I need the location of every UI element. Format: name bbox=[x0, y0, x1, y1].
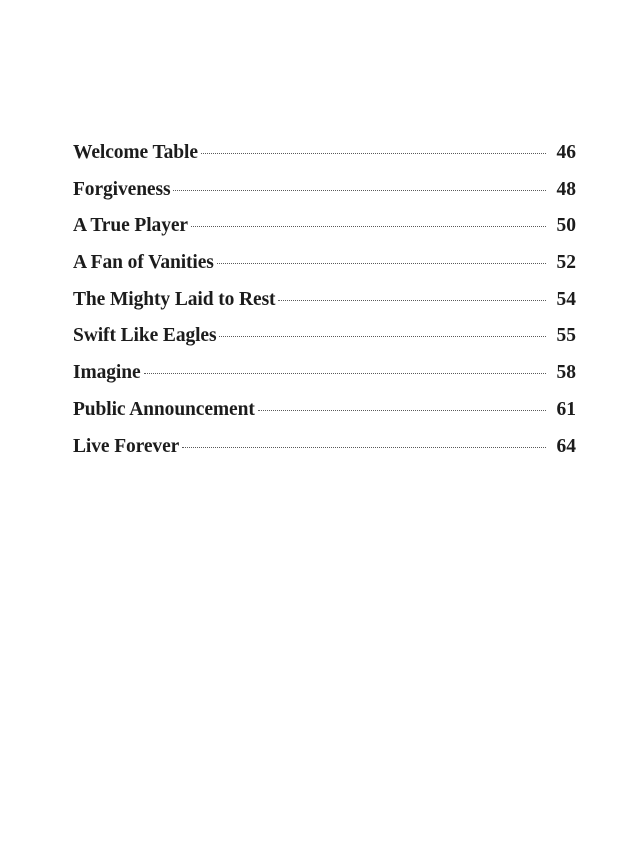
toc-entry-a-fan-of-vanities[interactable] bbox=[73, 248, 576, 285]
dot-leader bbox=[191, 226, 546, 227]
dot-leader bbox=[201, 153, 546, 154]
toc-entry-title: Forgiveness bbox=[73, 178, 171, 200]
dot-leader bbox=[173, 190, 546, 191]
toc-entry-title: Imagine bbox=[73, 362, 141, 384]
toc-entry-page-number: 55 bbox=[556, 325, 576, 347]
toc-entry-page-number: 61 bbox=[556, 398, 576, 420]
toc-entry-title: Swift Like Eagles bbox=[73, 325, 217, 347]
toc-entry-page-number: 54 bbox=[556, 288, 576, 310]
toc-entry-title: Public Announcement bbox=[73, 398, 255, 420]
dot-leader bbox=[182, 447, 546, 448]
table-of-contents bbox=[73, 138, 576, 468]
toc-entry-title: Live Forever bbox=[73, 435, 180, 457]
toc-entry-title: Welcome Table bbox=[73, 142, 198, 163]
toc-entry-imagine[interactable] bbox=[73, 358, 576, 395]
dot-leader bbox=[278, 300, 546, 301]
toc-entry-the-mighty-laid-to-rest[interactable] bbox=[73, 285, 576, 322]
toc-entry-page-number: 52 bbox=[556, 252, 576, 274]
toc-entry-swift-like-eagles[interactable] bbox=[73, 321, 576, 358]
toc-entry-page-number: 64 bbox=[556, 435, 576, 457]
toc-entry-forgiveness[interactable] bbox=[73, 175, 576, 212]
toc-entry-title: The Mighty Laid to Rest bbox=[73, 288, 276, 310]
dot-leader bbox=[219, 336, 546, 337]
toc-entry-title: A True Player bbox=[73, 215, 188, 237]
toc-entry-page-number: 48 bbox=[556, 178, 576, 200]
dot-leader bbox=[144, 373, 546, 374]
toc-entry-public-announcement[interactable] bbox=[73, 395, 576, 432]
toc-entry-page-number: 58 bbox=[556, 362, 576, 384]
toc-entry-page-number: 46 bbox=[556, 142, 576, 163]
toc-entry-title: A Fan of Vanities bbox=[73, 252, 214, 274]
toc-entry-welcome-table[interactable] bbox=[73, 138, 576, 175]
toc-entry-live-forever[interactable] bbox=[73, 432, 576, 469]
toc-entry-page-number: 50 bbox=[556, 215, 576, 237]
dot-leader bbox=[258, 410, 546, 411]
toc-entry-a-true-player[interactable] bbox=[73, 211, 576, 248]
dot-leader bbox=[217, 263, 546, 264]
